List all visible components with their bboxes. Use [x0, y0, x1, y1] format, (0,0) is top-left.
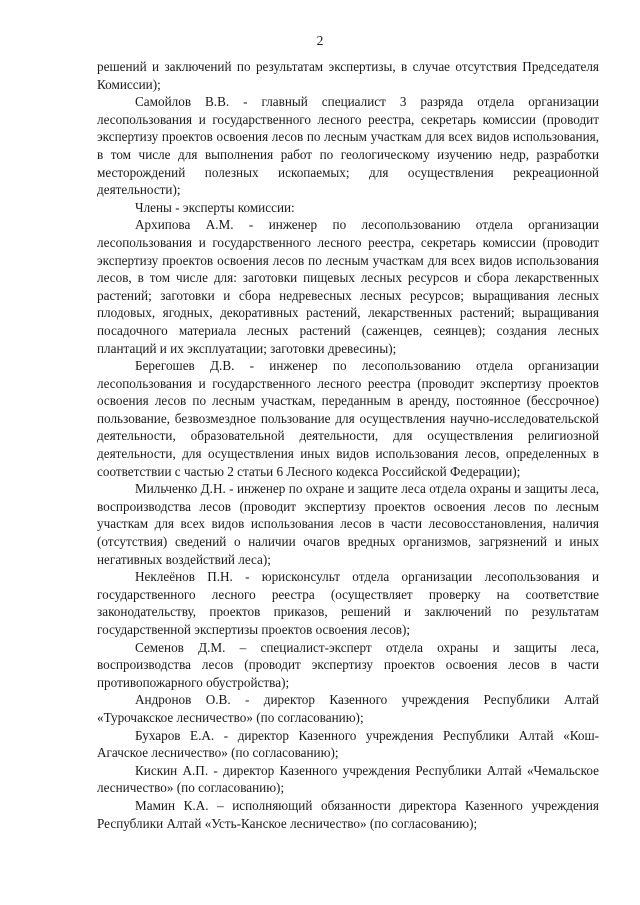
- paragraph-member-nekleyonov: Неклеёнов П.Н. - юрисконсульт отдела организации лесопользования и государственного лесного реестра (осуществляет проверку на соответствие законодательству, проектов приказов, решений и заключений по результатам государственной экспертизы проектов освоения лесов);: [97, 569, 599, 637]
- page-number: 2: [316, 33, 324, 48]
- paragraph-member-mamin: Мамин К.А. – исполняющий обязанности директора Казенного учреждения Республики Алтай «Усть-Канское лесничество» (по согласованию);: [97, 797, 599, 831]
- paragraph-member-milchenko: Мильченко Д.Н. - инженер по охране и защите леса отдела охраны и защиты леса, воспроизводства лесов (проводит экспертизу проектов освоения лесов по лесным участкам для всех видов использования лесов в части лесовосстановления, наличия (отсутствия) сведений о наличии очагов вредных организмов, загрязнений и иных негативных воздействий леса);: [97, 481, 599, 567]
- document-body: [97, 58, 599, 832]
- paragraph-secretary-samoylov: Самойлов В.В. - главный специалист 3 разряда отдела организации лесопользования и государственного лесного реестра, секретарь комиссии (проводит экспертизу проектов освоения лесов по лесным участкам для всех видов использования, в том числе для выполнения работ по геологическому изучению недр, разработки месторождений полезных ископаемых; для осуществления рекреационной деятельности);: [97, 94, 599, 198]
- paragraph-member-andronov: Андронов О.В. - директор Казенного учреждения Республики Алтай «Турочакское лесничество» (по согласованию);: [97, 692, 599, 725]
- paragraph-member-semenov: Семенов Д.М. – специалист-эксперт отдела охраны и защиты леса, воспроизводства лесов (проводит экспертизу проектов освоения лесов в части противопожарного обустройства);: [97, 639, 599, 690]
- paragraph-member-kiskin: Кискин А.П. - директор Казенного учреждения Республики Алтай «Чемальское лесничество» (по согласованию);: [97, 762, 599, 796]
- paragraph-member-arkhipova: Архипова А.М. - инженер по лесопользованию отдела организации лесопользования и государственного лесного реестра, секретарь комиссии (проводит экспертизу проектов освоения лесов по лесным участкам для всех видов использования лесов, в том числе для: заготовки пищевых лесных ресурсов и сбора лекарственных растений; заготовки и сбора недревесных лесных ресурсов; выращивания лесных плодовых, ягодных, декоративных растений, лекарственных растений; выращивания посадочного материала лесных растений (саженцев, сеянцев); создания лесных плантаций и их эксплуатации; заготовки древесины);: [97, 217, 599, 356]
- paragraph-chair-duties-continued: решений и заключений по результатам экспертизы, в случае отсутствия Председателя Комиссии);: [97, 59, 599, 92]
- paragraph-member-bukharov: Бухаров Е.А. - директор Казенного учреждения Республики Алтай «Кош-Агачское лесничество» (по согласованию);: [97, 727, 599, 761]
- paragraph-members-heading: Члены - эксперты комиссии:: [135, 199, 295, 215]
- paragraph-member-beregoshev: Берегошев Д.В. - инженер по лесопользованию отдела организации лесопользования и государственного лесного реестра (проводит экспертизу проектов освоения лесов по лесным участкам, переданным в аренду, постоянное (бессрочное) пользование, безвозмездное пользование для осуществления научно-исследовательской деятельности, образовательной деятельности, для осуществления религиозной деятельности, для осуществления иных видов использования лесов, определенных в соответствии с частью 2 статьи 6 Лесного кодекса Российской Федерации);: [97, 358, 599, 479]
